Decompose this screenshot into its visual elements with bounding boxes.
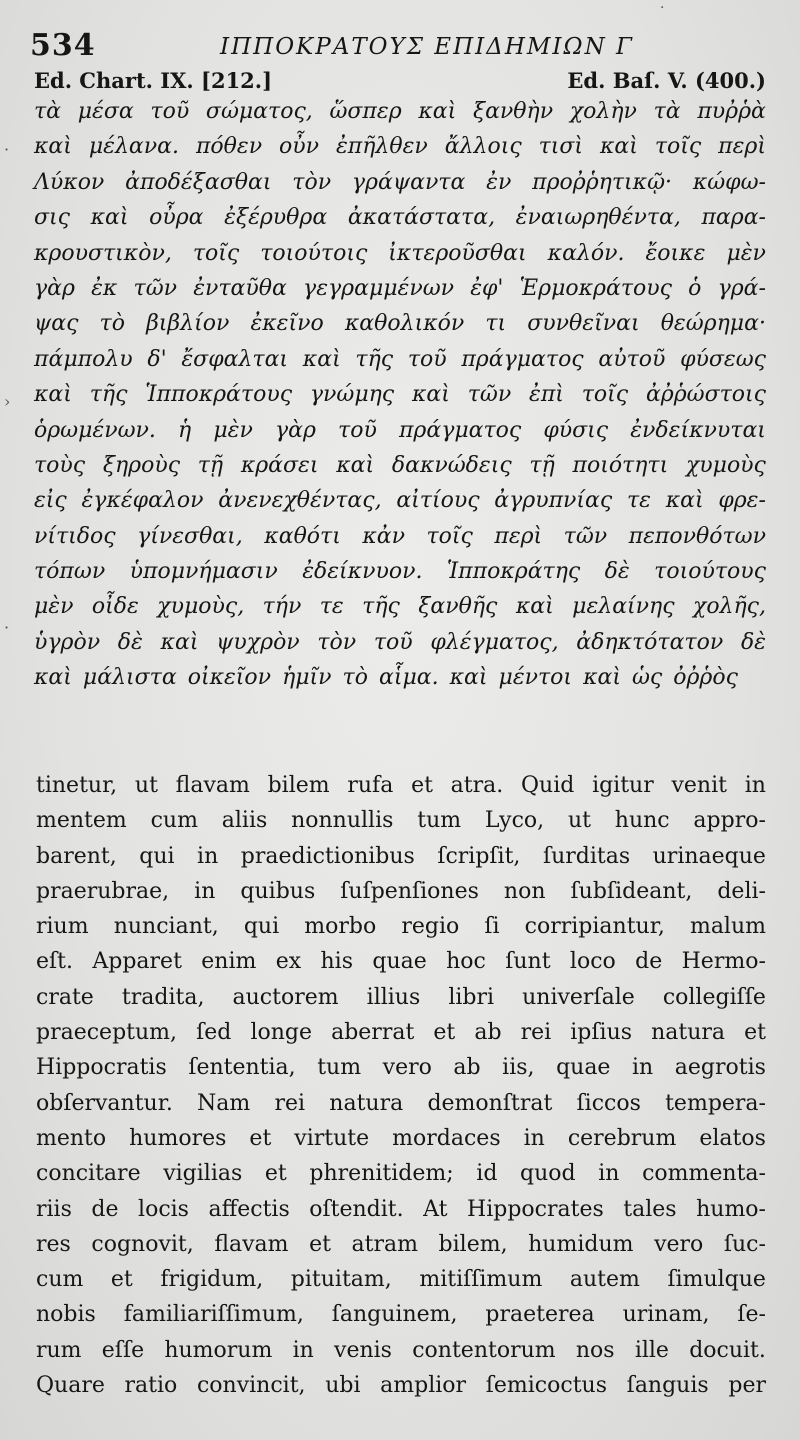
margin-dot: · <box>660 0 665 16</box>
latin-text-line: praerubrae, in quibus ſuſpenſiones non ſubſideant, deli- <box>36 878 766 904</box>
latin-text-line: res cognovit, flavam et atram bilem, humidum vero ſuc- <box>36 1231 766 1257</box>
greek-text-line: νίτιδος γίνεσθαι, καθότι κἀν τοῖς περὶ τῶν πεπονθότων <box>34 523 766 549</box>
greek-text-line: ψας τὸ βιβλίον ἐκεῖνο καθολικόν τι συνθεῖναι θεώρημα· <box>34 311 766 337</box>
edition-reference-line <box>30 68 766 96</box>
greek-text-line: σις καὶ οὖρα ἐξέρυθρα ἀκατάστατα, ἐναιωρηθέντα, παρα- <box>34 205 766 231</box>
greek-text-line: ὁρωμένων. ἡ μὲν γὰρ τοῦ πράγματος φύσις ἐνδείκνυται <box>34 417 766 443</box>
latin-text-line: mento humores et virtute mordaces in cerebrum elatos <box>36 1125 766 1151</box>
greek-text-line: καὶ τῆς Ἱπποκράτους γνώμης καὶ τῶν ἐπὶ τοῖς ἀῤῥώστοις <box>34 382 766 408</box>
latin-text-line: Hippocratis ſententia, tum vero ab iis, quae in aegrotis <box>36 1055 766 1081</box>
greek-text-line: ὑγρὸν δὲ καὶ ψυχρὸν τὸν τοῦ φλέγματος, ἀδηκτότατον δὲ <box>34 629 766 655</box>
greek-text-line: τὰ μέσα τοῦ σώματος, ὥσπερ καὶ ξανθὴν χολὴν τὰ πυῤῥὰ <box>34 99 766 124</box>
latin-text-line: nobis familiariſſimum, ſanguinem, praeterea urinam, ſe- <box>36 1302 766 1328</box>
greek-text-line: καὶ μέλανα. πόθεν οὖν ἐπῆλθεν ἄλλοις τισὶ καὶ τοῖς περὶ <box>34 134 766 160</box>
margin-mark: · <box>4 140 10 159</box>
page-number: 534 <box>30 28 96 63</box>
bleed-through-text <box>250 694 770 714</box>
latin-text-line: barent, qui in praedictionibus ſcripſit, ſurditas urinaeque <box>36 843 766 869</box>
greek-text-line: Λύκον ἀποδέξασθαι τὸν γράψαντα ἐν προῤῥητικῷ· κώφω- <box>34 169 766 195</box>
latin-text-line: cum et frigidum, pituitam, mitiſſimum autem ſimulque <box>36 1267 766 1293</box>
latin-text-line: eſt. Apparet enim ex his quae hoc ſunt loco de Hermo- <box>36 949 766 975</box>
running-title: ΙΠΠΟΚΡΑΤΟΥΣ ΕΠΙΔΗΜΙΩΝ Γ <box>220 34 634 60</box>
latin-text-line: rum eſſe humorum in venis contentorum nos ille docuit. <box>36 1337 766 1363</box>
margin-mark: › <box>4 392 11 411</box>
greek-text-line: γὰρ ἐκ τῶν ἐνταῦθα γεγραμμένων ἐφ' Ἑρμοκράτους ὁ γρά- <box>34 275 766 301</box>
edition-chartier: Ed. Chart. IX. [212.] <box>34 68 273 93</box>
latin-text-line: praeceptum, ſed longe aberrat et ab rei ipſius natura et <box>36 1020 766 1046</box>
latin-text-line: obſervantur. Nam rei natura demonſtrat ſiccos tempera- <box>36 1090 766 1116</box>
greek-text-line: μὲν οἶδε χυμοὺς, τήν τε τῆς ξανθῆς καὶ μελαίνης χολῆς, <box>34 594 766 620</box>
latin-text-line: concitare vigilias et phrenitidem; id quod in commenta- <box>36 1161 766 1187</box>
latin-text-block <box>36 768 766 1403</box>
greek-text-line: εἰς ἐγκέφαλον ἀνενεχθέντας, αἰτίους ἀγρυπνίας τε καὶ φρε- <box>34 488 766 514</box>
latin-text-line: riis de locis affectis oſtendit. At Hippocrates tales humo- <box>36 1196 766 1222</box>
latin-text-line: Quare ratio convincit, ubi amplior ſemicoctus ſanguis per <box>36 1373 766 1399</box>
greek-text-block <box>34 94 766 696</box>
greek-text-line: πάμπολυ δ' ἔσφαλται καὶ τῆς τοῦ πράγματος αὐτοῦ φύσεως <box>34 346 766 372</box>
greek-text-line: τοὺς ξηροὺς τῇ κράσει καὶ δακνώδεις τῇ ποιότητι χυμοὺς <box>34 452 766 478</box>
page-header <box>30 24 766 64</box>
greek-text-line: τόπων ὑπομνήμασιν ἐδείκνυον. Ἱπποκράτης δὲ τοιούτους <box>34 559 766 585</box>
margin-mark: · <box>4 618 10 637</box>
latin-text-line: tinetur, ut flavam bilem rufa et atra. Quid igitur venit in <box>36 773 766 798</box>
greek-text-line: καὶ μάλιστα οἰκεῖον ἡμῖν τὸ αἷμα. καὶ μέντοι καὶ ὡς ὀῤῥὸς <box>34 665 738 691</box>
edition-basel: Ed. Baſ. V. (400.) <box>567 68 766 93</box>
greek-text-line: κρουστικὸν, τοῖς τοιούτοις ἰκτεροῦσθαι καλόν. ἔοικε μὲν <box>34 240 766 266</box>
latin-text-line: rium nunciant, qui morbo regio ſi corripiantur, malum <box>36 914 766 940</box>
latin-text-line: crate tradita, auctorem illius libri univerſale collegiſſe <box>36 984 766 1010</box>
latin-text-line: mentem cum aliis nonnullis tum Lyco, ut hunc appro- <box>36 808 766 834</box>
